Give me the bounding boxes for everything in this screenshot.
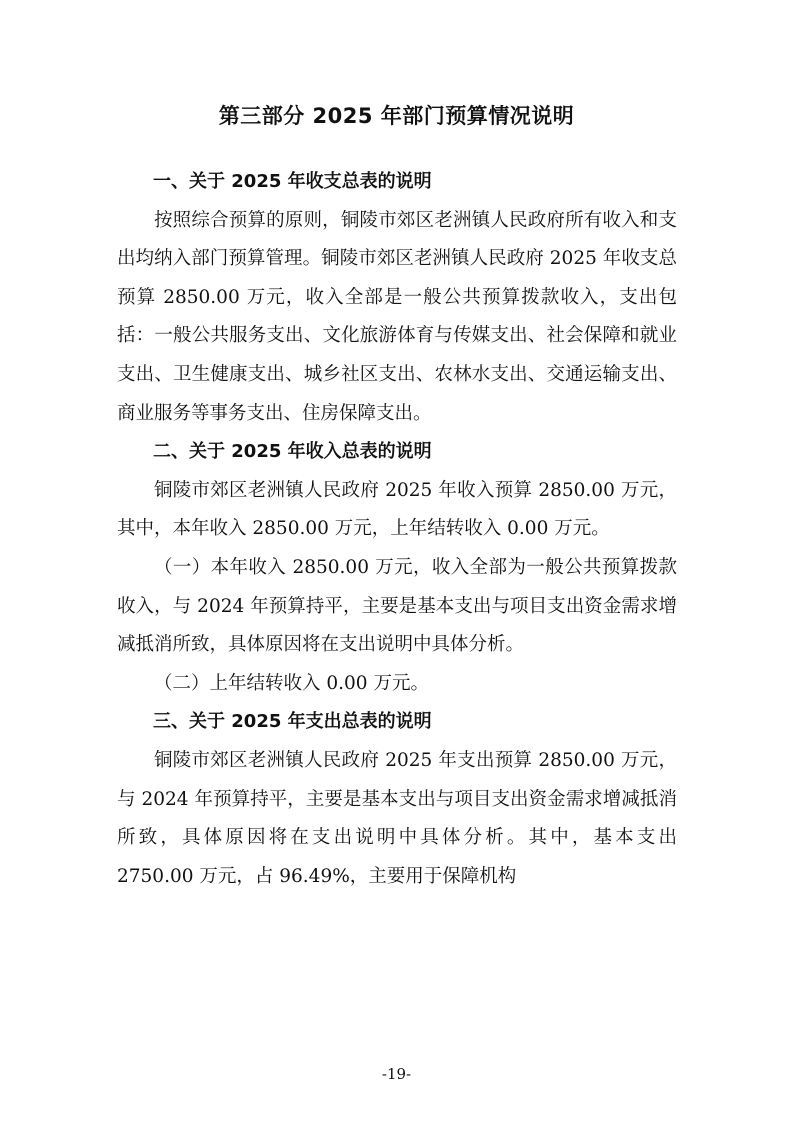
document-body — [117, 163, 677, 896]
page-number: -19- — [381, 1065, 412, 1083]
paragraph: 按照综合预算的原则，铜陵市郊区老洲镇人民政府所有收入和支出均纳入部门预算管理。铜陵市郊区老洲镇人民政府 2025 年收支总预算 2850.00 万元，收入全部是一般公共预算拨款收入，支出包括：一般公共服务支出、文化旅游体育与传媒支出、社会保障和就业支出、卫生健康支出、城乡社区支出、农林水支出、交通运输支出、商业服务等事务支出、住房保障支出。 — [117, 209, 677, 424]
paragraph: （一）本年收入 2850.00 万元，收入全部为一般公共预算拨款收入，与 2024 年预算持平，主要是基本支出与项目支出资金需求增减抵消所致，具体原因将在支出说明中具体分析。 — [117, 556, 677, 656]
section-heading-2: 二、关于 2025 年收入总表的说明 — [153, 441, 432, 463]
paragraph: 铜陵市郊区老洲镇人民政府 2025 年收入预算 2850.00 万元，其中，本年收入 2850.00 万元，上年结转收入 0.00 万元。 — [117, 479, 677, 540]
section-heading-3: 三、关于 2025 年支出总表的说明 — [153, 711, 432, 733]
page-title: 第三部分 2025 年部门预算情况说明 — [218, 104, 575, 128]
paragraph: （二）上年结转收入 0.00 万元。 — [154, 672, 429, 694]
section-heading-1: 一、关于 2025 年收支总表的说明 — [153, 171, 432, 192]
paragraph: 铜陵市郊区老洲镇人民政府 2025 年支出预算 2850.00 万元，与 2024 年预算持平，主要是基本支出与项目支出资金需求增减抵消所致，具体原因将在支出说明中具体分析。其中，基本支出 2750.00 万元，占 96.49%，主要用于保障机构 — [117, 749, 677, 887]
